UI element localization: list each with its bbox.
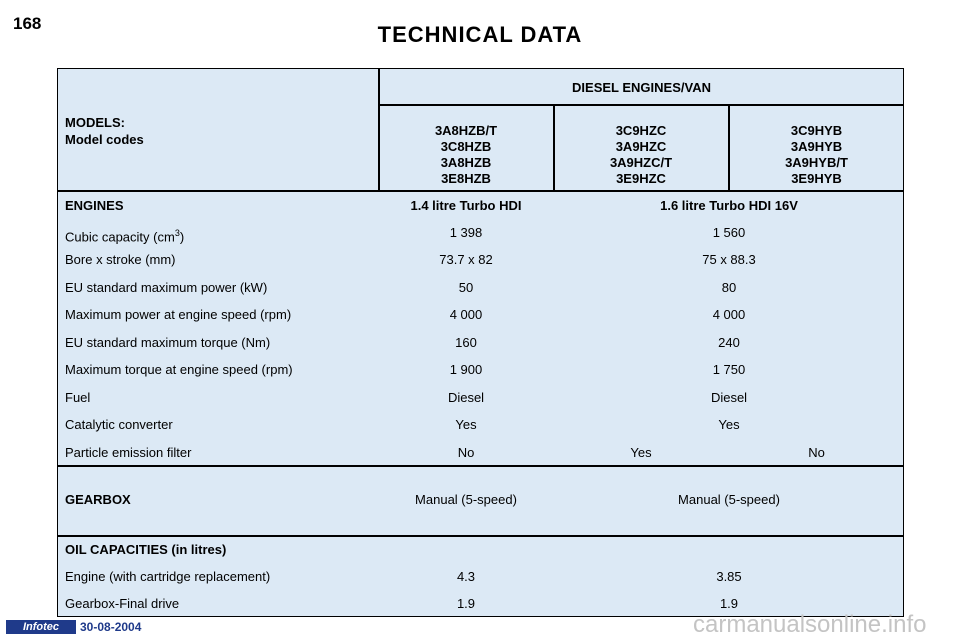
value: 4.3 <box>456 569 476 584</box>
footer-date: 30-08-2004 <box>80 620 142 634</box>
row-label: Engine (with cartridge replacement) <box>65 569 271 584</box>
value: Yes <box>455 417 477 432</box>
code: 3A8HZB/T <box>434 123 498 138</box>
code: 3E8HZB <box>441 171 491 186</box>
value: Diesel <box>710 390 748 405</box>
value: 80 <box>721 280 737 295</box>
row-label: EU standard maximum torque (Nm) <box>65 335 271 350</box>
engine-group-heading: DIESEL ENGINES/VAN <box>572 80 711 95</box>
gearbox-label: GEARBOX <box>65 492 131 507</box>
row-label: Bore x stroke (mm) <box>65 252 176 267</box>
value: 75 x 88.3 <box>702 252 756 267</box>
code: 3C8HZB <box>440 139 492 154</box>
value: 4 000 <box>712 307 746 322</box>
row-label: Gearbox-Final drive <box>65 596 180 611</box>
code: 3E9HYB <box>791 171 842 186</box>
value: Yes <box>718 417 740 432</box>
row-label: Maximum torque at engine speed (rpm) <box>65 362 293 377</box>
infotec-logo: Infotec <box>6 620 76 634</box>
value: Yes <box>630 445 652 460</box>
value: 4 000 <box>449 307 483 322</box>
row-label: Maximum power at engine speed (rpm) <box>65 307 292 322</box>
hline-gearbox <box>58 535 904 537</box>
page-title: TECHNICAL DATA <box>377 22 583 47</box>
hline-engines <box>58 465 904 467</box>
value: 1.9 <box>456 596 476 611</box>
superscript: 3 <box>174 228 180 238</box>
value: 1.9 <box>719 596 739 611</box>
value: 3.85 <box>716 569 742 584</box>
row-label: Fuel <box>65 390 91 405</box>
code: 3A9HYB/T <box>785 155 848 170</box>
value: 1 750 <box>712 362 746 377</box>
cubic-capacity-label: Cubic capacity $(cm^3)$ <box>65 228 185 245</box>
value: No <box>808 445 825 460</box>
value: Manual (5-speed) <box>678 492 780 507</box>
hline-group <box>378 104 904 106</box>
codes-column-1 <box>379 123 553 187</box>
code: 3A9HZC <box>615 139 667 154</box>
row-label: Catalytic converter <box>65 417 173 432</box>
value: 160 <box>455 335 477 350</box>
engine-1-name: 1.4 litre Turbo HDI <box>410 198 522 213</box>
row-label: EU standard maximum power (kW) <box>65 280 268 295</box>
row-label: Particle emission filter <box>65 445 192 460</box>
code: 3A9HYB <box>790 139 843 154</box>
page-number: 168 <box>13 14 42 33</box>
value: Diesel <box>447 390 485 405</box>
value: 73.7 x 82 <box>439 252 493 267</box>
value: 1 398 <box>449 225 483 240</box>
value: Manual (5-speed) <box>415 492 517 507</box>
codes-column-3 <box>729 123 904 187</box>
engine-2-name: 1.6 litre Turbo HDI 16V <box>660 198 798 213</box>
value: 50 <box>458 280 474 295</box>
engines-label: ENGINES <box>65 198 124 213</box>
technical-data-table <box>57 68 904 617</box>
value: No <box>457 445 475 460</box>
code: 3A9HZC/T <box>609 155 673 170</box>
value: 1 900 <box>449 362 483 377</box>
model-codes-label: Model codes <box>65 132 144 147</box>
watermark: carmanualsonline.info <box>693 611 927 638</box>
code: 3A8HZB <box>440 155 492 170</box>
code: 3C9HYB <box>790 123 843 138</box>
codes-column-2 <box>554 123 728 187</box>
models-label: MODELS: <box>65 115 125 130</box>
oil-capacities-label: OIL CAPACITIES (in litres) <box>65 542 227 557</box>
hline-header <box>58 190 904 192</box>
code: 3E9HZC <box>616 171 666 186</box>
value: 240 <box>718 335 740 350</box>
value: 1 560 <box>712 225 746 240</box>
code: 3C9HZC <box>615 123 667 138</box>
